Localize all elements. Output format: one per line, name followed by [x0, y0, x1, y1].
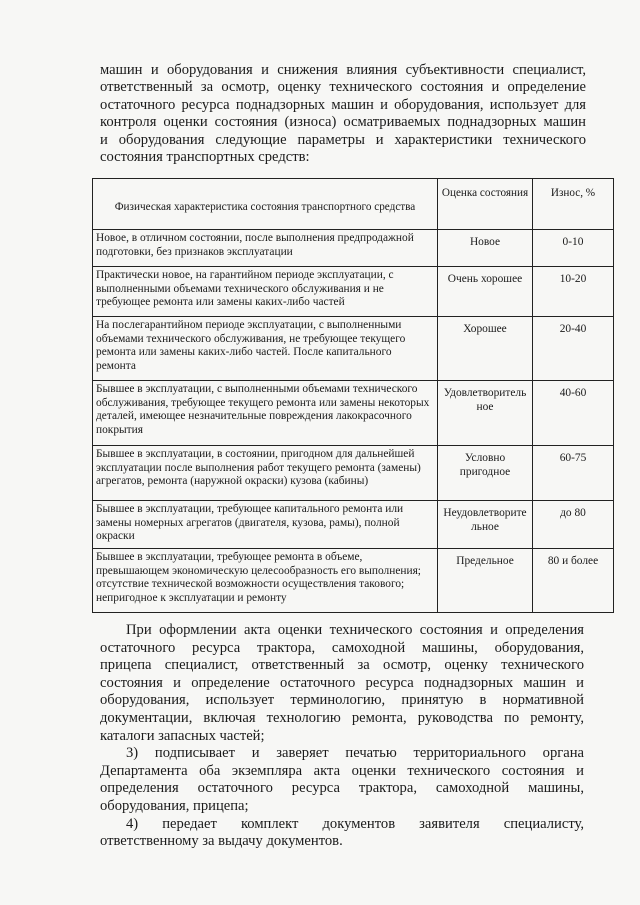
intro-line: ответственный за осмотр, оценку технического состояния и определение — [100, 79, 586, 96]
body-line: оборудования, прицепа; — [100, 797, 249, 814]
intro-paragraph — [100, 62, 586, 166]
body-line: 4) передает комплект документов заявителя специалисту, — [126, 815, 584, 832]
table-row — [93, 267, 614, 317]
table-row — [93, 317, 614, 381]
table-row — [93, 549, 614, 613]
body-line: ответственному за выдачу документов. — [100, 833, 343, 850]
table-row — [93, 230, 614, 267]
intro-line: остаточного ресурса поднадзорных машин и оборудования, использует для — [100, 96, 586, 113]
cell-rating: Очень хорошее — [438, 267, 533, 317]
body-line: При оформлении акта оценки технического состояния и определения — [126, 622, 584, 638]
cell-characteristic: Бывшее в эксплуатации, с выполненными объемами технического обслуживания, требующее текущего ремонта или замены некоторых деталей, имеющее незначительные повреждения лакокрасочного покрытия — [93, 381, 438, 446]
cell-characteristic: Бывшее в эксплуатации, требующее ремонта в объеме, превышающем экономическую целесообразность его выполнения; отсутствие технической возможности осуществления такового; непригодное к эксплуатации и ремонту — [93, 549, 438, 613]
condition-table — [92, 178, 614, 613]
cell-wear: 60-75 — [533, 446, 614, 501]
body-line: оборудования, использует терминологию, принятую в нормативной — [100, 692, 584, 709]
header-characteristic: Физическая характеристика состояния транспортного средства — [93, 179, 438, 230]
table-row — [93, 501, 614, 549]
cell-characteristic: Новое, в отличном состоянии, после выполнения предпродажной подготовки, без признаков эксплуатации — [93, 230, 438, 267]
intro-line: контроля оценки состояния (износа) осматриваемых поднадзорных машин — [100, 114, 586, 131]
intro-line: состояния транспортных средств: — [100, 149, 310, 166]
cell-rating: Хорошее — [438, 317, 533, 381]
body-line: состояния и определение остаточного ресурса поднадзорных машин и — [100, 674, 584, 691]
cell-rating: Неудовлетворите льное — [438, 501, 533, 549]
header-rating: Оценка состояния — [438, 179, 533, 230]
cell-rating: Условно пригодное — [438, 446, 533, 501]
cell-wear: 0-10 — [533, 230, 614, 267]
body-line: каталоги запасных частей; — [100, 727, 265, 744]
body-line: 3) подписывает и заверяет печатью территориального органа — [126, 745, 584, 762]
table-row — [93, 381, 614, 446]
cell-wear: 80 и более — [533, 549, 614, 613]
cell-wear: до 80 — [533, 501, 614, 549]
body-paragraphs — [100, 622, 584, 851]
cell-characteristic: На послегарантийном периоде эксплуатации, с выполненными объемами технического обслуживания, не требующее текущего ремонта или замены каких-либо частей. После капитального ремонта — [93, 317, 438, 381]
body-line: остаточного ресурса трактора, самоходной машины, оборудования, — [100, 639, 584, 656]
cell-characteristic: Практически новое, на гарантийном периоде эксплуатации, с выполненными объемами технического обслуживания и не требующее ремонта или замены каких-либо частей — [93, 267, 438, 317]
cell-wear: 40-60 — [533, 381, 614, 446]
body-line: Департамента оба экземпляра акта оценки технического состояния и — [100, 762, 584, 779]
cell-characteristic: Бывшее в эксплуатации, в состоянии, пригодном для дальнейшей эксплуатации после выполнения работ текущего ремонта (замены) агрегатов, ремонта (наружной окраски) кузова (кабины) — [93, 446, 438, 501]
body-line: определения остаточного ресурса трактора, самоходной машины, — [100, 780, 584, 797]
cell-rating: Новое — [438, 230, 533, 267]
table-row — [93, 446, 614, 501]
cell-rating: Удовлетворитель ное — [438, 381, 533, 446]
cell-wear: 10-20 — [533, 267, 614, 317]
table-header-row — [93, 179, 614, 230]
body-line: прицепа специалист, ответственный за осмотр, оценку технического — [100, 657, 584, 674]
intro-line: и оборудования следующие параметры и характеристики технического — [100, 131, 586, 148]
cell-characteristic: Бывшее в эксплуатации, требующее капитального ремонта или замены номерных агрегатов (двигателя, кузова, рамы), полной окраски — [93, 501, 438, 549]
header-wear: Износ, % — [533, 179, 614, 230]
cell-wear: 20-40 — [533, 317, 614, 381]
body-line: документации, включая технологию ремонта, руководства по ремонту, — [100, 709, 584, 726]
intro-line: машин и оборудования и снижения влияния субъективности специалист, — [100, 62, 586, 78]
cell-rating: Предельное — [438, 549, 533, 613]
